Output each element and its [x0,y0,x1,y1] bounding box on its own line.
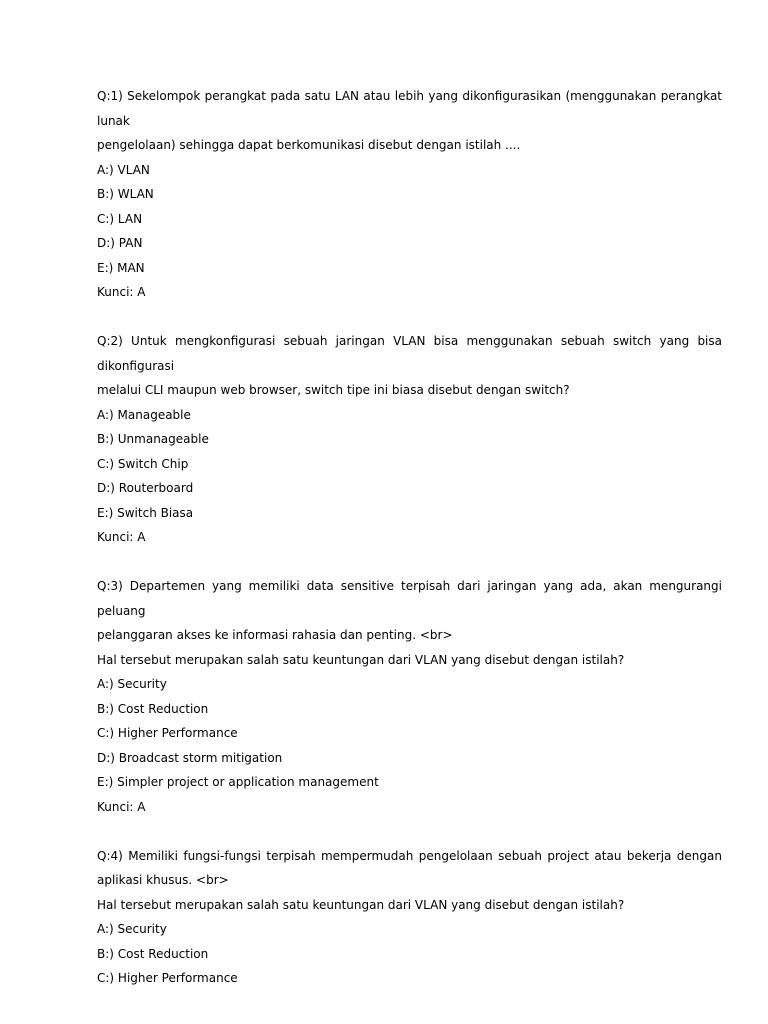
question-text-line: Q:1) Sekelompok perangkat pada satu LAN atau lebih yang dikonfigurasikan (menggunakan perangkat lunak [97,89,722,128]
question-1 [97,84,722,305]
answer-key: Kunci: A [97,285,146,299]
question-text-line: Hal tersebut merupakan salah satu keuntungan dari VLAN yang disebut dengan istilah? [97,897,625,912]
answer-option: E:) Switch Biasa [97,505,194,520]
question-text-line: pelanggaran akses ke informasi rahasia dan penting. <br> [97,628,453,642]
answer-key: Kunci: A [97,799,146,814]
question-text-line: Q:4) Memiliki fungsi-fungsi terpisah mempermudah pengelolaan sebuah project atau bekerja dengan [97,848,722,863]
answer-option: E:) MAN [97,260,145,275]
answer-option: A:) Security [97,922,167,936]
answer-option: C:) Higher Performance [97,726,238,740]
question-text-line: Q:2) Untuk mengkonfigurasi sebuah jaringan VLAN bisa menggunakan sebuah switch yang bisa dikonfigurasi [97,334,722,373]
answer-option: C:) Higher Performance [97,971,238,985]
answer-option: B:) Unmanageable [97,432,209,446]
answer-option: E:) Simpler project or application management [97,775,379,789]
answer-option: A:) Manageable [97,407,191,422]
question-text-line: melalui CLI maupun web browser, switch tipe ini biasa disebut dengan switch? [97,383,570,397]
answer-option: B:) Cost Reduction [97,946,209,961]
answer-option: B:) Cost Reduction [97,701,209,716]
question-3 [97,574,722,819]
question-4 [97,844,722,991]
question-text-line: Q:3) Departemen yang memiliki data sensitive terpisah dari jaringan yang ada, akan mengurangi peluang [97,579,722,618]
answer-option: B:) WLAN [97,187,154,201]
question-text-line: aplikasi khusus. <br> [97,873,229,887]
answer-option: D:) Routerboard [97,481,194,495]
answer-option: C:) LAN [97,211,143,226]
answer-option: C:) Switch Chip [97,456,189,471]
question-text-line: pengelolaan) sehingga dapat berkomunikasi disebut dengan istilah .... [97,138,521,152]
quiz-content [97,84,722,1015]
answer-key: Kunci: A [97,530,146,544]
answer-option: D:) PAN [97,236,143,250]
question-text-line: Hal tersebut merupakan salah satu keuntungan dari VLAN yang disebut dengan istilah? [97,652,625,667]
answer-option: A:) VLAN [97,162,150,177]
answer-option: D:) Broadcast storm mitigation [97,750,283,765]
answer-option: A:) Security [97,677,167,691]
question-2 [97,329,722,550]
